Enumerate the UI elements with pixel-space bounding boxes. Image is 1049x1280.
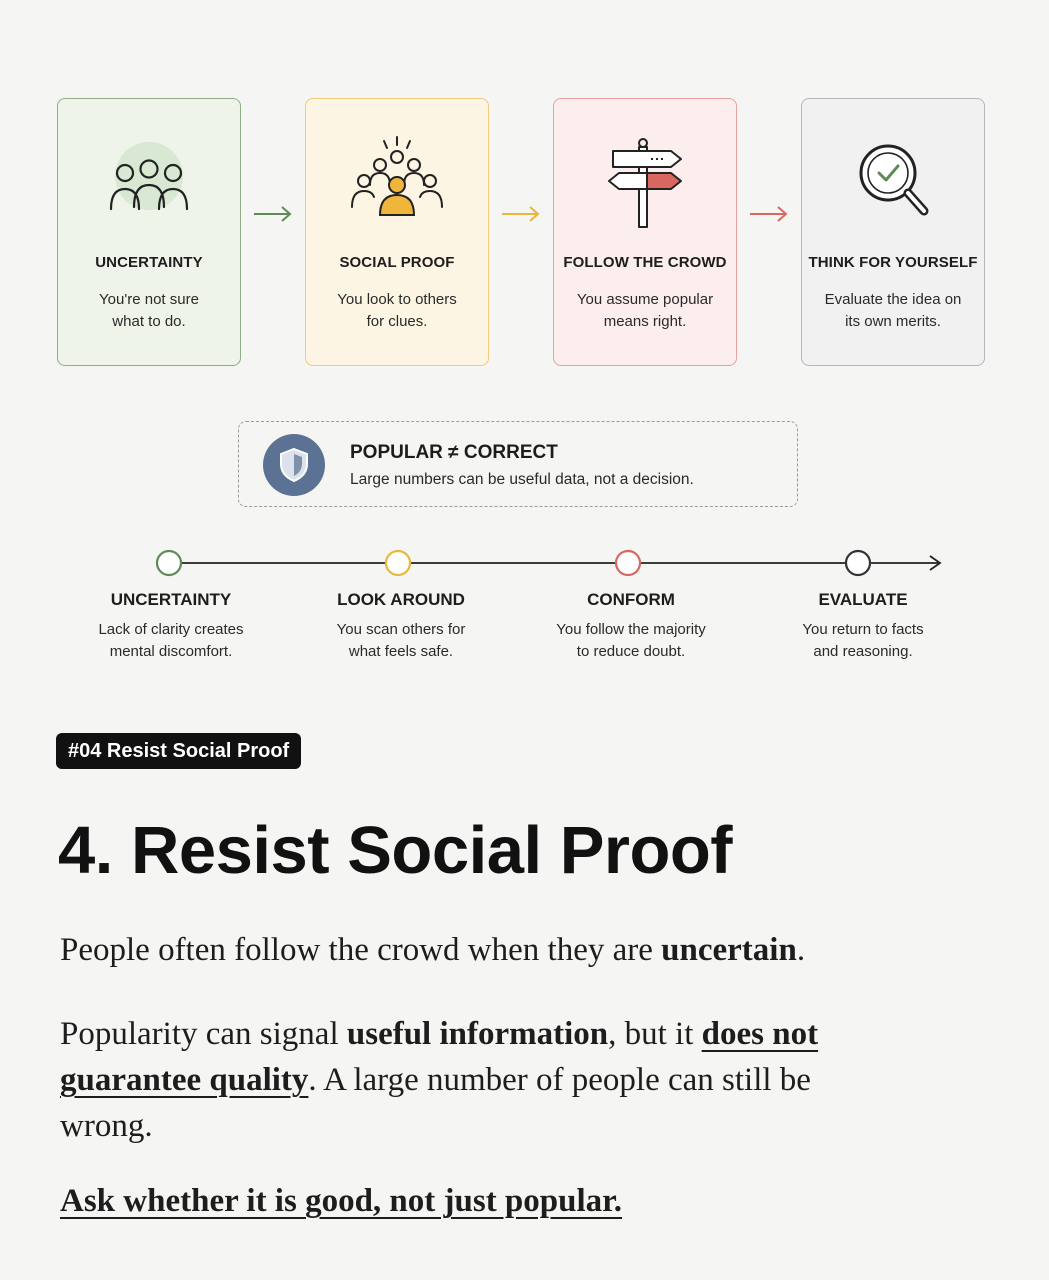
card-desc-line: for clues.: [366, 313, 428, 330]
step-description: [516, 619, 746, 663]
card-description: [816, 289, 970, 333]
step-description: [56, 619, 286, 663]
step-desc-line: Lack of clarity creates: [98, 621, 244, 638]
signpost-icon: [554, 129, 736, 229]
step-description: [286, 619, 516, 663]
para-text: .: [796, 932, 806, 968]
timeline-node-look-around: [386, 551, 410, 575]
step-desc-line: You follow the majority: [556, 621, 706, 638]
card-title: FOLLOW THE CROWD: [563, 254, 727, 271]
step-description: [748, 619, 978, 663]
para-bold: useful information: [346, 1016, 609, 1052]
step-desc-line: and reasoning.: [813, 643, 913, 660]
para-bold: uncertain: [661, 932, 797, 968]
timeline-step-evaluate: [748, 590, 978, 663]
timeline-track: [0, 545, 1049, 581]
timeline-step-uncertainty: [56, 590, 286, 663]
card-desc-line: You're not sure: [99, 291, 199, 308]
timeline-node-conform: [616, 551, 640, 575]
card-desc-line: means right.: [603, 313, 687, 330]
step-title: CONFORM: [587, 590, 675, 609]
card-title: SOCIAL PROOF: [339, 254, 455, 271]
card-title: THINK FOR YOURSELF: [808, 254, 978, 271]
card-desc-line: You assume popular: [576, 291, 714, 308]
arrow-right-icon: [500, 204, 542, 224]
card-desc-line: You look to others: [337, 291, 457, 308]
callout-subtitle: Large numbers can be useful data, not a decision.: [350, 471, 694, 488]
callout-title: POPULAR ≠ CORRECT: [350, 442, 558, 463]
card-description: [320, 289, 474, 333]
card-title: UNCERTAINTY: [95, 254, 203, 271]
card-follow-the-crowd: [553, 98, 737, 366]
card-desc-line: what to do.: [112, 313, 186, 330]
step-desc-line: mental discomfort.: [109, 643, 233, 660]
step-desc-line: You return to facts: [802, 621, 924, 638]
crowd-highlight-icon: [306, 129, 488, 229]
step-title: EVALUATE: [818, 590, 908, 609]
paragraph-3: Ask whether it is good, not just popular.: [60, 1183, 623, 1219]
shield-badge: [263, 434, 325, 496]
card-description: [72, 289, 226, 333]
para-text: . A large number of people can still be wrong.: [60, 1062, 811, 1144]
card-desc-line: Evaluate the idea on: [824, 291, 962, 308]
paragraph-2: [60, 1011, 890, 1149]
card-think-for-yourself: [801, 98, 985, 366]
card-description: [568, 289, 722, 333]
people-group-icon: [58, 129, 240, 229]
timeline-step-look-around: [286, 590, 516, 663]
timeline-node-evaluate: [846, 551, 870, 575]
section-tag: #04 Resist Social Proof: [56, 733, 301, 769]
timeline-step-conform: [516, 590, 746, 663]
card-social-proof: [305, 98, 489, 366]
arrow-right-icon: [748, 204, 790, 224]
step-title: UNCERTAINTY: [110, 590, 232, 609]
magnifier-check-icon: [802, 129, 984, 229]
arrow-right-icon: [252, 204, 294, 224]
card-desc-line: its own merits.: [845, 313, 941, 330]
step-desc-line: You scan others for: [336, 621, 466, 638]
step-desc-line: what feels safe.: [348, 643, 454, 660]
step-desc-line: to reduce doubt.: [576, 643, 686, 660]
para-text: Popularity can signal: [60, 1016, 347, 1052]
para-text: People often follow the crowd when they are: [60, 932, 662, 968]
shield-icon: [278, 447, 310, 483]
para-bold-underline: does not guarantee quality: [60, 1016, 819, 1098]
para-text: , but it: [608, 1016, 702, 1052]
step-title: LOOK AROUND: [337, 590, 465, 609]
timeline-node-uncertainty: [157, 551, 181, 575]
card-uncertainty: [57, 98, 241, 366]
page-title: 4. Resist Social Proof: [58, 813, 733, 888]
paragraph-1: [60, 927, 805, 973]
callout-box: [238, 421, 798, 507]
